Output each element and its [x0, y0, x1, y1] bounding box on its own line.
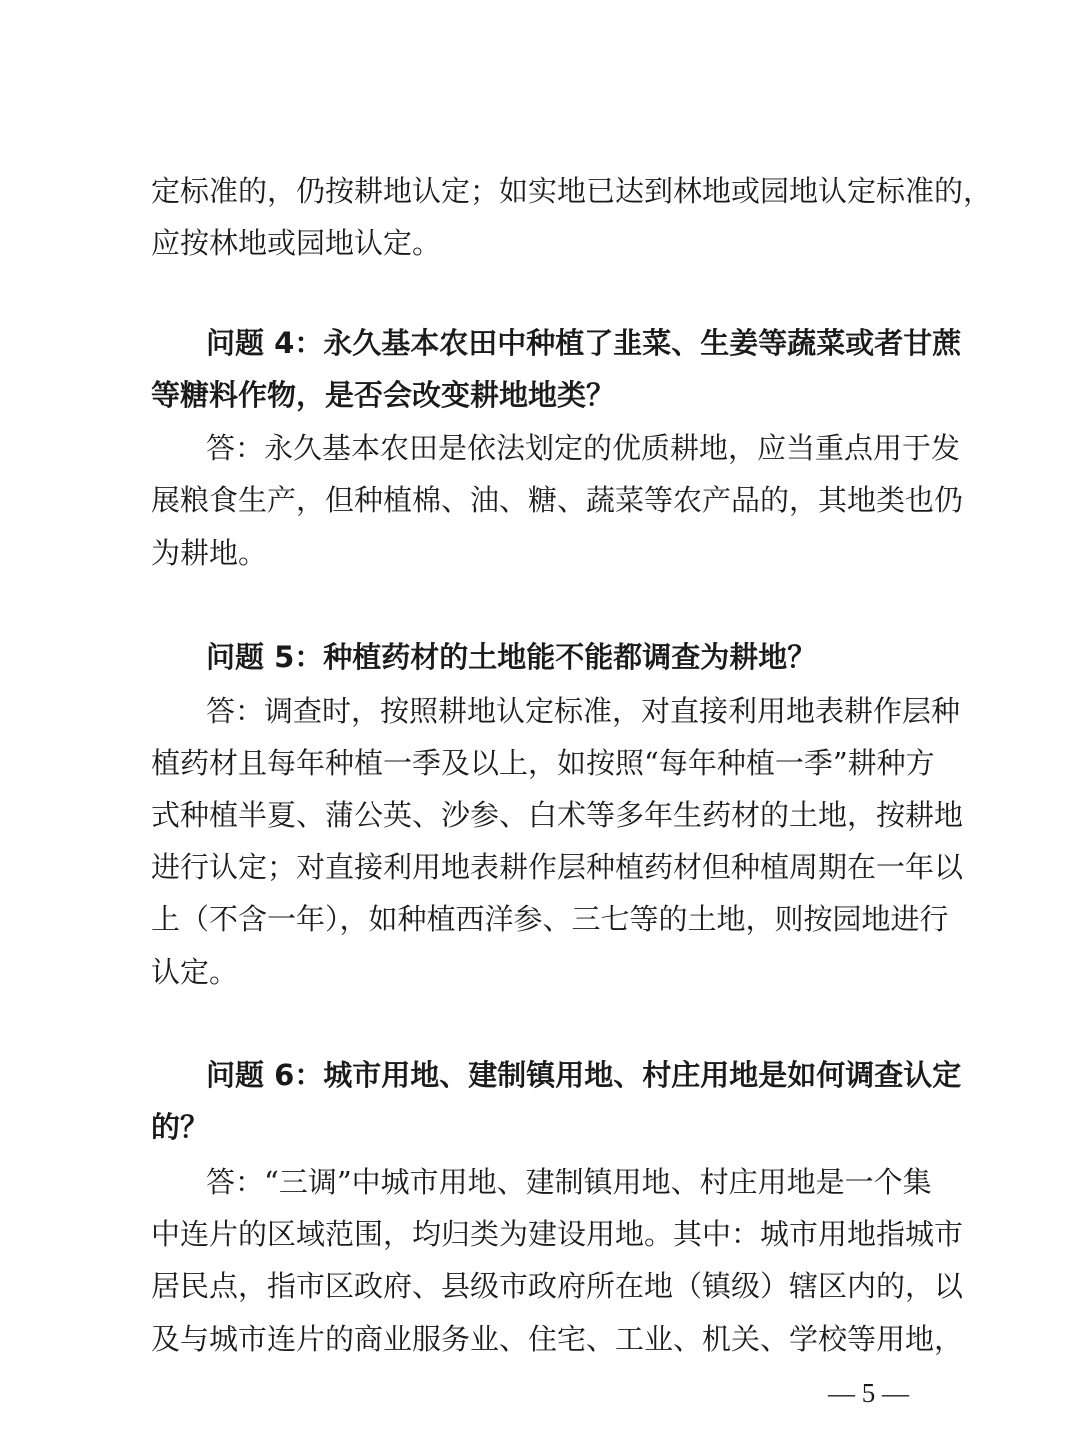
answer-text-line: 展粮食生产，但种植棉、油、糖、蔬菜等农产品的，其地类也仍 [151, 483, 964, 517]
answer-text-line: 为耕地。 [151, 536, 268, 570]
answer-text-line: 式种植半夏、蒲公英、沙参、白术等多年生药材的土地，按耕地 [151, 798, 964, 832]
answer-text-line: 居民点，指市区政府、县级市政府所在地（镇级）辖区内的，以 [151, 1269, 964, 1303]
answer-text-line: 答：永久基本农田是依法划定的优质耕地，应当重点用于发 [206, 431, 961, 465]
answer-text-line: 认定。 [151, 955, 239, 989]
answer-text-line: 中连片的区域范围，均归类为建设用地。其中：城市用地指城市 [151, 1217, 964, 1251]
body-text-line: 应按林地或园地认定。 [151, 226, 442, 260]
answer-text-line: 答：调查时，按照耕地认定标准，对直接利用地表耕作层种 [206, 694, 961, 728]
question-heading: 问题 5：种植药材的土地能不能都调查为耕地？ [206, 640, 817, 674]
answer-text-line: 及与城市连片的商业服务业、住宅、工业、机关、学校等用地， [151, 1322, 964, 1356]
question-heading: 等糖料作物，是否会改变耕地地类？ [151, 378, 616, 412]
question-heading: 的？ [151, 1110, 210, 1144]
page-number: — 5 — [828, 1378, 909, 1408]
answer-text-line: 答：“三调”中城市用地、建制镇用地、村庄用地是一个集 [206, 1165, 932, 1199]
answer-text-line: 植药材且每年种植一季及以上，如按照“每年种植一季”耕种方 [151, 746, 935, 780]
question-heading: 问题 4：永久基本农田中种植了韭菜、生姜等蔬菜或者甘蔗 [206, 326, 962, 360]
answer-text-line: 进行认定；对直接利用地表耕作层种植药材但种植周期在一年以 [151, 850, 964, 884]
question-heading: 问题 6：城市用地、建制镇用地、村庄用地是如何调查认定 [206, 1058, 962, 1092]
body-text-line: 定标准的，仍按耕地认定；如实地已达到林地或园地认定标准的， [151, 174, 993, 208]
answer-text-line: 上（不含一年），如种植西洋参、三七等的土地，则按园地进行 [151, 902, 949, 936]
